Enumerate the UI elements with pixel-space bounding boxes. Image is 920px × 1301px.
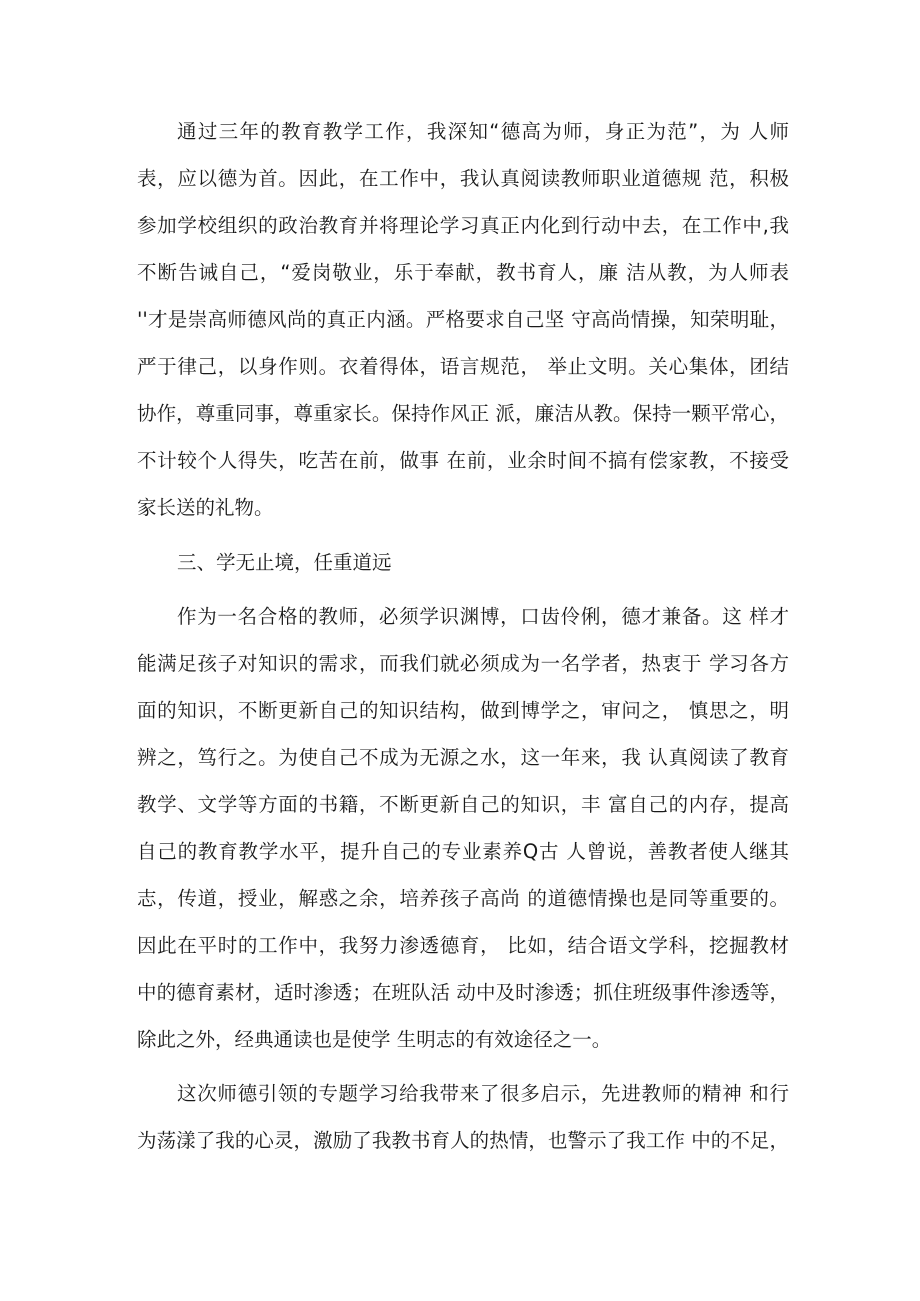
paragraph-2-line-6: 自己的教育教学水平，提升自己的专业素养Q古 人曾说，善教者使人继其 — [137, 840, 789, 863]
paragraph-1-line-2: 表，应以德为首。因此，在工作中，我认真阅读教师职业道德规 范，积极 — [137, 167, 789, 190]
paragraph-2-line-1: 作为一名合格的教师，必须学识渊博，口齿伶俐，德才兼备。这 样才 — [177, 605, 789, 628]
paragraph-2-line-9: 中的德育素材，适时渗透；在班队活 动中及时渗透；抓住班级事件渗透等， — [137, 981, 789, 1004]
paragraph-2-line-8: 因此在平时的工作中，我努力渗透德育， 比如，结合语文学科，挖掘教材 — [137, 934, 789, 957]
paragraph-2-line-3: 面的知识，不断更新自己的知识结构，做到博学之，审问之， 慎思之，明 — [137, 699, 789, 722]
paragraph-1-line-1: 通过三年的教育教学工作，我深知“德高为师，身正为范”，为 人师 — [177, 120, 789, 143]
paragraph-2-line-10: 除此之外，经典通读也是使学 生明志的有效途径之一。 — [137, 1028, 612, 1051]
paragraph-1-line-3: 参加学校组织的政治教育并将理论学习真正内化到行动中去，在工作中,我 — [137, 214, 789, 237]
paragraph-2-line-4: 辨之，笃行之。为使自己不成为无源之水，这一年来，我 认真阅读了教育 — [137, 746, 789, 769]
paragraph-1-line-4: 不断告诫自己，“爱岗敬业，乐于奉献，教书育人，廉 洁从教，为人师表 — [137, 261, 789, 284]
paragraph-1-line-8: 不计较个人得失，吃苦在前，做事 在前，业余时间不搞有偿家教，不接受 — [137, 449, 789, 472]
paragraph-3-line-1: 这次师德引领的专题学习给我带来了很多启示，先进教师的精神 和行 — [177, 1082, 789, 1105]
paragraph-1-line-6: 严于律己，以身作则。衣着得体，语言规范， 举止文明。关心集体，团结 — [137, 355, 789, 378]
paragraph-1-line-5: ''才是崇高师德风尚的真正内涵。严格要求自己坚 守高尚情操，知荣明耻， — [137, 308, 789, 331]
paragraph-3-line-2: 为荡漾了我的心灵，激励了我教书育人的热情，也警示了我工作 中的不足， — [137, 1129, 789, 1152]
paragraph-2-line-7: 志，传道，授业，解惑之余，培养孩子高尚 的道德情操也是同等重要的。 — [137, 887, 789, 910]
paragraph-1-line-9: 家长送的礼物。 — [137, 496, 274, 519]
paragraph-1-line-7: 协作，尊重同事，尊重家长。保持作风正 派，廉洁从教。保持一颗平常心， — [137, 402, 789, 425]
paragraph-2-line-5: 教学、文学等方面的书籍，不断更新自己的知识，丰 富自己的内存，提高 — [137, 793, 789, 816]
section-heading: 三、学无止境，任重道远 — [177, 551, 392, 574]
paragraph-2-line-2: 能满足孩子对知识的需求，而我们就必须成为一名学者，热衷于 学习各方 — [137, 652, 789, 675]
